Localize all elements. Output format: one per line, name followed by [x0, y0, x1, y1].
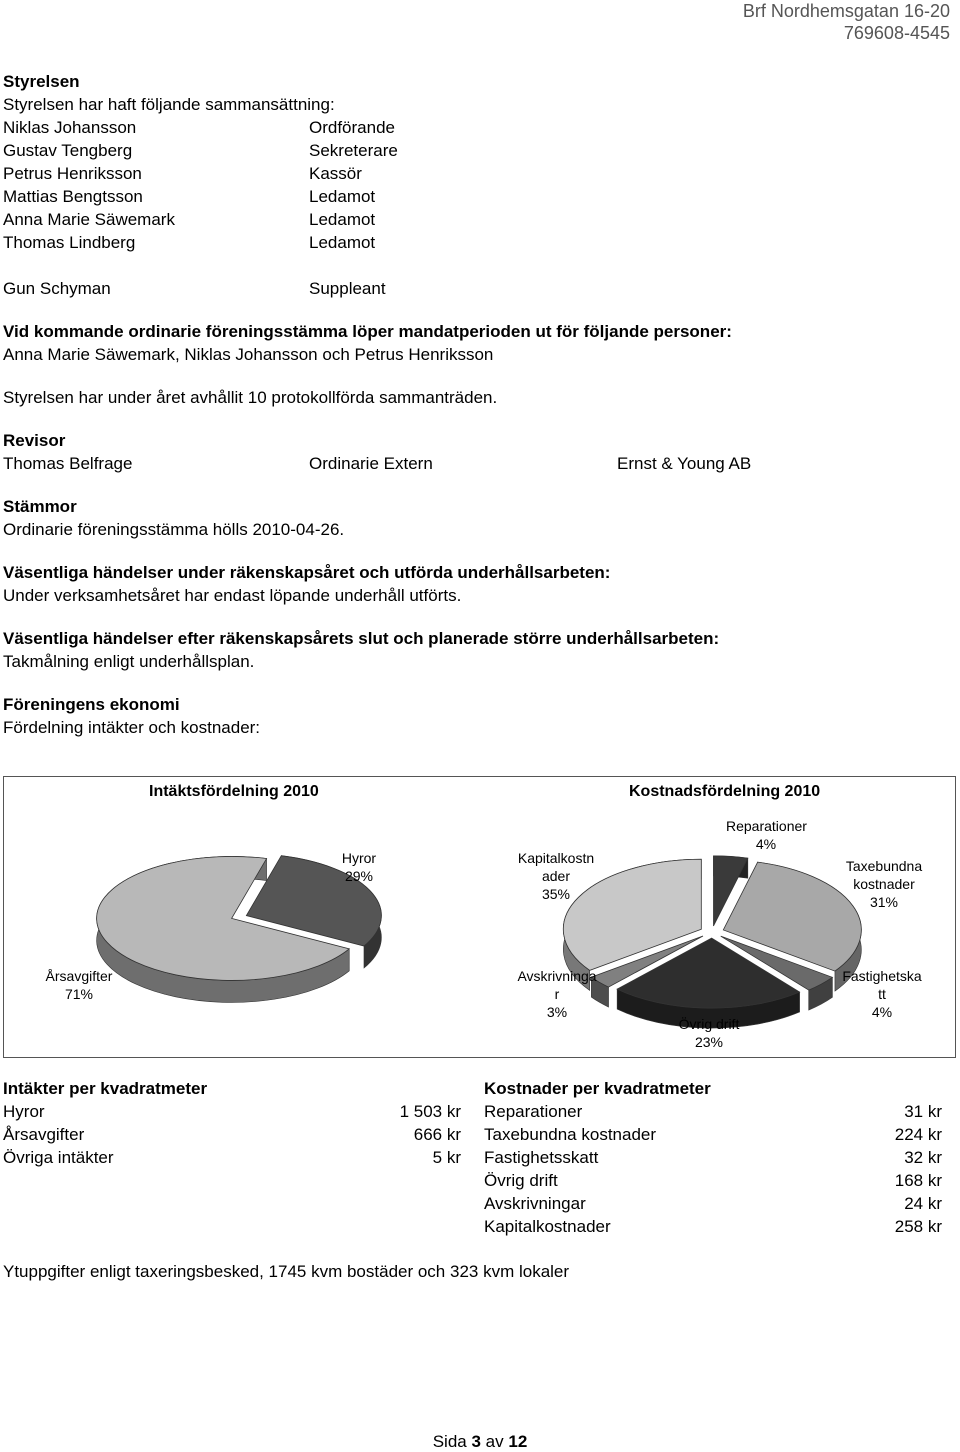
document-body: [3, 70, 953, 739]
events-after-title: Väsentliga händelser efter räkenskapsårets slut och planerade större underhållsarbeten:: [3, 629, 720, 648]
events-year-text: Under verksamhetsåret har endast löpande underhåll utförts.: [3, 586, 462, 605]
board-intro: Styrelsen har haft följande sammansättning:: [3, 95, 335, 114]
row-label: Övrig drift: [484, 1171, 558, 1190]
term-heading: Vid kommande ordinarie föreningsstämma löper mandatperioden ut för följande personer:: [3, 322, 732, 341]
costs-table-title: Kostnader per kvadratmeter: [484, 1079, 711, 1098]
board-title: Styrelsen: [3, 72, 80, 91]
member-role: Ledamot: [309, 210, 376, 229]
member-name: Thomas Lindberg: [3, 233, 136, 252]
pie-data-label: Årsavgifter 71%: [45, 968, 113, 1002]
pie-charts-panel: [3, 776, 956, 1058]
row-value: 32 kr: [904, 1148, 942, 1167]
events-after-text: Takmålning enligt underhållsplan.: [3, 652, 255, 671]
row-label: Fastighetsskatt: [484, 1148, 599, 1167]
roster-row: [3, 116, 953, 139]
row-value: 24 kr: [904, 1194, 942, 1213]
row-value: 224 kr: [894, 1125, 942, 1144]
auditor-firm: Ernst & Young AB: [617, 454, 752, 473]
document-header: [743, 0, 950, 44]
roster-row: [3, 185, 953, 208]
row-label: Övriga intäkter: [3, 1148, 114, 1167]
table-row: [484, 1192, 942, 1215]
meetings-text: Ordinarie föreningsstämma hölls 2010-04-26.: [3, 520, 345, 539]
pie-data-label: Avskrivninga r 3%: [517, 968, 597, 1020]
row-value: 1 503 kr: [399, 1102, 461, 1121]
pie-data-label: Hyror 29%: [341, 850, 377, 884]
roster-row: [3, 162, 953, 185]
pie-data-label: Taxebundna kostnader 31%: [845, 858, 923, 910]
row-value: 258 kr: [894, 1217, 942, 1236]
board-meetings: Styrelsen har under året avhållit 10 protokollförda sammanträden.: [3, 388, 498, 407]
income-chart-title: Intäktsfördelning 2010: [149, 783, 319, 800]
auditor-title: Revisor: [3, 431, 66, 450]
member-role: Ledamot: [309, 187, 376, 206]
roster-row-deputy: [3, 277, 953, 300]
row-label: Årsavgifter: [3, 1125, 85, 1144]
member-role: Ledamot: [309, 233, 376, 252]
pie-data-label: Övrig drift 23%: [678, 1016, 740, 1050]
table-row: [484, 1123, 942, 1146]
deputy-role: Suppleant: [309, 279, 386, 298]
economy-title: Föreningens ekonomi: [3, 695, 180, 714]
page-number: [0, 1432, 960, 1452]
row-value: 666 kr: [413, 1125, 461, 1144]
roster-row: [3, 208, 953, 231]
member-role: Sekreterare: [309, 141, 398, 160]
row-value: 5 kr: [432, 1148, 461, 1167]
page-total: 12: [508, 1432, 528, 1451]
row-label: Kapitalkostnader: [484, 1217, 611, 1236]
table-row: [484, 1169, 942, 1192]
cost-chart-title: Kostnadsfördelning 2010: [629, 783, 821, 800]
pie-data-label: Reparationer 4%: [726, 818, 807, 852]
page-prefix: Sida: [432, 1432, 467, 1451]
member-role: Kassör: [309, 164, 362, 183]
member-name: Gustav Tengberg: [3, 141, 133, 160]
org-number: 769608-4545: [843, 23, 950, 43]
row-value: 31 kr: [904, 1102, 942, 1121]
row-label: Hyror: [3, 1102, 45, 1121]
roster-row: [3, 231, 953, 254]
income-table-title: Intäkter per kvadratmeter: [3, 1079, 208, 1098]
table-row: [3, 1146, 461, 1169]
member-name: Petrus Henriksson: [3, 164, 142, 183]
member-name: Niklas Johansson: [3, 118, 137, 137]
member-name: Mattias Bengtsson: [3, 187, 143, 206]
pie-data-label: Kapitalkostn ader 35%: [517, 850, 595, 902]
costs-table: [484, 1077, 942, 1238]
org-name: Brf Nordhemsgatan 16-20: [742, 1, 950, 21]
table-row: [484, 1215, 942, 1238]
row-label: Avskrivningar: [484, 1194, 586, 1213]
area-note: Ytuppgifter enligt taxeringsbesked, 1745 kvm bostäder och 323 kvm lokaler: [3, 1262, 570, 1281]
meetings-title: Stämmor: [3, 497, 77, 516]
events-year-title: Väsentliga händelser under räkenskapsåret och utförda underhållsarbeten:: [3, 563, 611, 582]
table-row: [3, 1100, 461, 1123]
row-label: Taxebundna kostnader: [484, 1125, 657, 1144]
table-row: [484, 1100, 942, 1123]
auditor-section: [3, 429, 953, 475]
auditor-type: Ordinarie Extern: [309, 454, 433, 473]
row-label: Reparationer: [484, 1102, 583, 1121]
pie-chart-1: [563, 856, 861, 1028]
board-roster: [3, 116, 953, 300]
spacer: [3, 254, 953, 277]
economy-text: Fördelning intäkter och kostnader:: [3, 718, 261, 737]
auditor-name: Thomas Belfrage: [3, 454, 133, 473]
roster-row: [3, 139, 953, 162]
pie-charts-svg: [4, 777, 955, 1057]
member-role: Ordförande: [309, 118, 395, 137]
table-row: [3, 1123, 461, 1146]
row-value: 168 kr: [894, 1171, 942, 1190]
member-name: Anna Marie Säwemark: [3, 210, 175, 229]
table-row: [484, 1146, 942, 1169]
page-current: 3: [471, 1432, 481, 1451]
deputy-name: Gun Schyman: [3, 279, 111, 298]
income-table: [3, 1077, 461, 1169]
pie-data-label: Fastighetska tt 4%: [842, 968, 922, 1020]
page-sep: av: [485, 1432, 504, 1451]
term-names: Anna Marie Säwemark, Niklas Johansson och Petrus Henriksson: [3, 345, 494, 364]
